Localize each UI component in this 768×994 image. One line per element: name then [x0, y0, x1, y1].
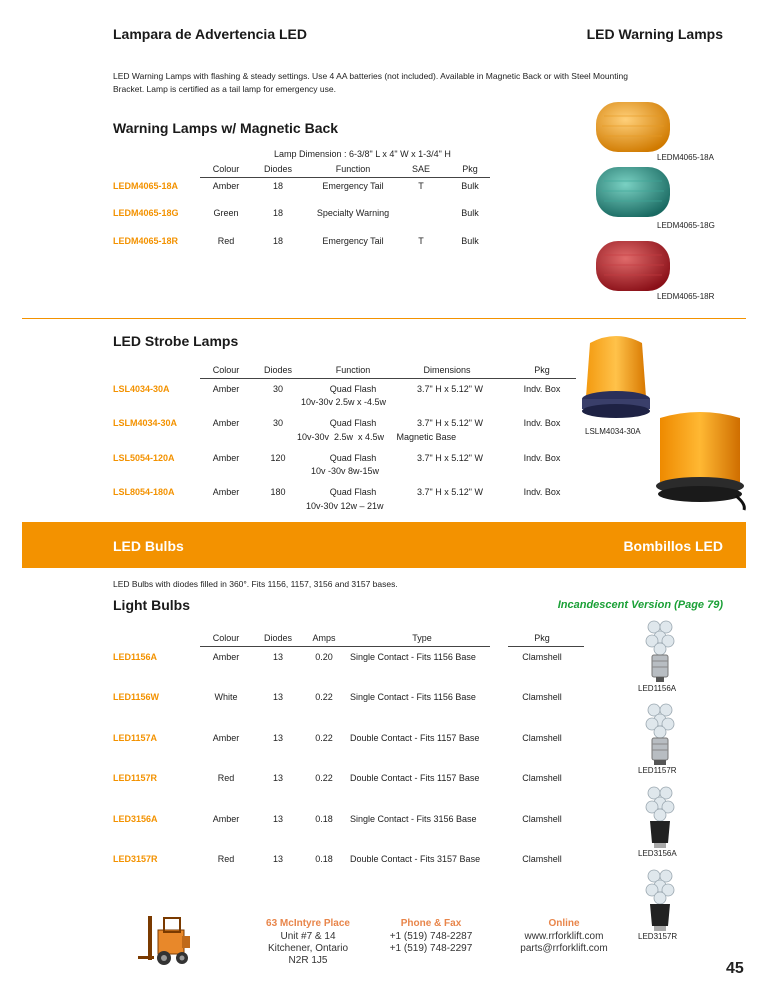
cell-function: Emergency Tail: [322, 181, 384, 191]
col-header-amps: Amps: [312, 633, 336, 643]
cell-pkg: Clamshell: [522, 854, 562, 864]
cell-sae: T: [418, 181, 424, 191]
image-caption: LED1157R: [638, 766, 677, 775]
green-warning-lamp-image: [594, 163, 672, 221]
col-header-colour: Colour: [212, 164, 240, 174]
cell-diodes: 120: [270, 453, 286, 463]
image-caption: LEDM4065-18G: [657, 221, 715, 230]
fax-number: +1 (519) 748-2297: [389, 943, 473, 954]
cell-amps: 0.22: [315, 733, 333, 743]
cell-colour: Amber: [212, 418, 240, 428]
address-line-1: Unit #7 & 14: [280, 931, 336, 942]
cell-amps: 0.18: [315, 854, 333, 864]
intro-line-1: LED Warning Lamps with flashing & steady settings. Use 4 AA batteries (not included). Available in Magnetic Back or with Steel Mounting: [113, 71, 628, 81]
cell-diodes: 30: [272, 418, 283, 428]
cell-diodes: 13: [272, 652, 283, 662]
product-code: LED3157R: [113, 854, 158, 864]
cell-colour: Red: [217, 236, 235, 246]
cell-diodes: 13: [272, 814, 283, 824]
col-header-pkg: Pkg: [462, 164, 478, 174]
magnetic-strobe-lamp-image: [652, 404, 748, 514]
col-header-pkg: Pkg: [534, 633, 550, 643]
product-code: LEDM4065-18R: [113, 236, 179, 246]
cell-colour: Red: [217, 854, 235, 864]
cell-colour: Red: [217, 773, 235, 783]
col-header-sae: SAE: [411, 164, 430, 174]
page-number: 45: [726, 960, 744, 977]
led-bulb-image: [640, 700, 680, 766]
cell-amps: 0.18: [315, 814, 333, 824]
cell-amps: 0.20: [315, 652, 333, 662]
phone-fax-title: Phone & Fax: [400, 918, 462, 929]
cell-colour: Amber: [212, 733, 240, 743]
header-right-title: LED Warning Lamps: [586, 26, 723, 42]
cell-function: Emergency Tail: [322, 236, 384, 246]
image-caption: LEDM4065-18A: [657, 153, 714, 162]
cell-dimensions: 3.7" H x 5.12" W: [417, 384, 483, 394]
image-caption: LED1156A: [638, 684, 677, 693]
cell-type: Double Contact - Fits 1157 Base: [350, 733, 480, 743]
led-bulb-image: [640, 866, 680, 932]
cell-pkg: Clamshell: [522, 692, 562, 702]
col-header-colour: Colour: [212, 365, 240, 375]
cell-diodes: 13: [272, 733, 283, 743]
image-caption: LEDM4065-18R: [657, 292, 715, 301]
cell-dimensions: 3.7" H x 5.12" W: [417, 453, 483, 463]
col-header-function: Function: [335, 365, 371, 375]
forklift-logo: [136, 912, 198, 970]
image-caption: LED3157R: [638, 932, 678, 941]
cell-diodes: 180: [270, 487, 286, 497]
cell-type: Single Contact - Fits 3156 Base: [350, 814, 477, 824]
cell-diodes: 13: [272, 854, 283, 864]
cell-function: Quad Flash: [329, 487, 377, 497]
cell-pkg: Indv. Box: [523, 418, 561, 428]
col-header-diodes: Diodes: [263, 365, 292, 375]
cell-diodes: 18: [272, 208, 283, 218]
strobe-section-title: LED Strobe Lamps: [113, 333, 239, 349]
table-header-rule: [200, 177, 490, 178]
cell-diodes: 18: [272, 236, 283, 246]
dimension-note: Lamp Dimension : 6-3/8" L x 4" W x 1-3/4" H: [274, 149, 451, 159]
image-caption: LSLM4034-30A: [585, 427, 641, 436]
banner-left-title: LED Bulbs: [113, 538, 184, 554]
cell-type: Double Contact - Fits 1157 Base: [350, 773, 480, 783]
cell-function: Quad Flash: [329, 384, 377, 394]
address-title: 63 McIntyre Place: [266, 918, 350, 929]
cell-colour: Amber: [212, 652, 240, 662]
cell-pkg: Indv. Box: [523, 487, 561, 497]
col-header-diodes: Diodes: [263, 633, 292, 643]
phone-number: +1 (519) 748-2287: [389, 931, 473, 942]
led-bulb-image: [640, 617, 680, 683]
col-header-diodes: Diodes: [263, 164, 292, 174]
product-code: LED1156W: [113, 692, 160, 702]
col-header-colour: Colour: [212, 633, 240, 643]
cell-specs: 10v-30v 2.5w x -4.5w: [301, 397, 387, 407]
intro-line-2: Bracket. Lamp is certified as a tail lamp for emergency use.: [113, 84, 336, 94]
cell-function: Quad Flash: [329, 418, 377, 428]
red-warning-lamp-image: [594, 237, 672, 295]
cell-colour: Amber: [212, 814, 240, 824]
light-bulbs-title: Light Bulbs: [113, 597, 190, 613]
col-header-function: Function: [335, 164, 371, 174]
cell-colour: Amber: [212, 181, 240, 191]
cell-pkg: Bulk: [461, 181, 479, 191]
col-header-pkg: Pkg: [534, 365, 550, 375]
cell-colour: Amber: [212, 384, 240, 394]
bulbs-intro: LED Bulbs with diodes filled in 360°. Fits 1156, 1157, 3156 and 3157 bases.: [113, 579, 398, 589]
amber-warning-lamp-image: [594, 98, 672, 156]
cell-amps: 0.22: [315, 773, 333, 783]
cell-colour: Amber: [212, 487, 240, 497]
cell-specs: 10v -30v 8w-15w: [311, 466, 380, 476]
cell-colour: White: [214, 692, 238, 702]
product-code: LED1157R: [113, 773, 158, 783]
cell-specs: 10v-30v 12w – 21w: [306, 501, 384, 511]
cell-function: Quad Flash: [329, 453, 377, 463]
cell-type: Single Contact - Fits 1156 Base: [350, 652, 476, 662]
cell-sae: T: [418, 236, 424, 246]
cell-specs: 10v-30v 2.5w x 4.5w Magnetic Base: [297, 432, 457, 442]
cell-pkg: Bulk: [461, 208, 479, 218]
cell-dimensions: 3.7" H x 5.12" W: [417, 487, 483, 497]
cell-function: Specialty Warning: [316, 208, 390, 218]
led-bulb-image: [640, 783, 680, 849]
image-caption: LED3156A: [638, 849, 677, 858]
product-code: LED1156A: [113, 652, 158, 662]
cell-colour: Amber: [212, 453, 240, 463]
col-header-dimensions: Dimensions: [423, 365, 471, 375]
cell-dimensions: 3.7" H x 5.12" W: [417, 418, 483, 428]
strobe-lamp-image: [570, 327, 662, 423]
cell-diodes: 30: [272, 384, 283, 394]
incandescent-version-link[interactable]: Incandescent Version (Page 79): [557, 599, 723, 611]
table-header-rule-pkg: [508, 646, 584, 647]
website-link[interactable]: www.rrforklift.com: [524, 931, 604, 942]
email-link[interactable]: parts@rrforklift.com: [520, 943, 608, 954]
cell-pkg: Indv. Box: [523, 384, 561, 394]
product-code: LED1157A: [113, 733, 158, 743]
cell-diodes: 18: [272, 181, 283, 191]
banner-right-title: Bombillos LED: [623, 538, 723, 554]
product-code: LEDM4065-18A: [113, 181, 179, 191]
cell-pkg: Clamshell: [522, 733, 562, 743]
cell-diodes: 13: [272, 773, 283, 783]
cell-type: Single Contact - Fits 1156 Base: [350, 692, 476, 702]
cell-amps: 0.22: [315, 692, 333, 702]
table-header-rule: [200, 378, 576, 379]
cell-pkg: Clamshell: [522, 814, 562, 824]
cell-pkg: Clamshell: [522, 773, 562, 783]
cell-diodes: 13: [272, 692, 283, 702]
address-line-2: Kitchener, Ontario: [267, 943, 349, 954]
cell-pkg: Bulk: [461, 236, 479, 246]
address-line-3: N2R 1J5: [288, 955, 328, 966]
cell-colour: Green: [213, 208, 239, 218]
magnetic-section-title: Warning Lamps w/ Magnetic Back: [113, 120, 339, 136]
product-code: LED3156A: [113, 814, 158, 824]
cell-pkg: Indv. Box: [523, 453, 561, 463]
product-code: LSL5054-120A: [113, 453, 175, 463]
section-divider: [22, 318, 746, 319]
cell-pkg: Clamshell: [522, 652, 562, 662]
online-title: Online: [548, 918, 580, 929]
table-header-rule: [200, 646, 490, 647]
col-header-type: Type: [412, 633, 432, 643]
product-code: LSLM4034-30A: [113, 418, 178, 428]
cell-type: Double Contact - Fits 3157 Base: [350, 854, 481, 864]
product-code: LSL8054-180A: [113, 487, 175, 497]
product-code: LEDM4065-18G: [113, 208, 179, 218]
header-left-title: Lampara de Advertencia LED: [113, 26, 307, 42]
product-code: LSL4034-30A: [113, 384, 170, 394]
